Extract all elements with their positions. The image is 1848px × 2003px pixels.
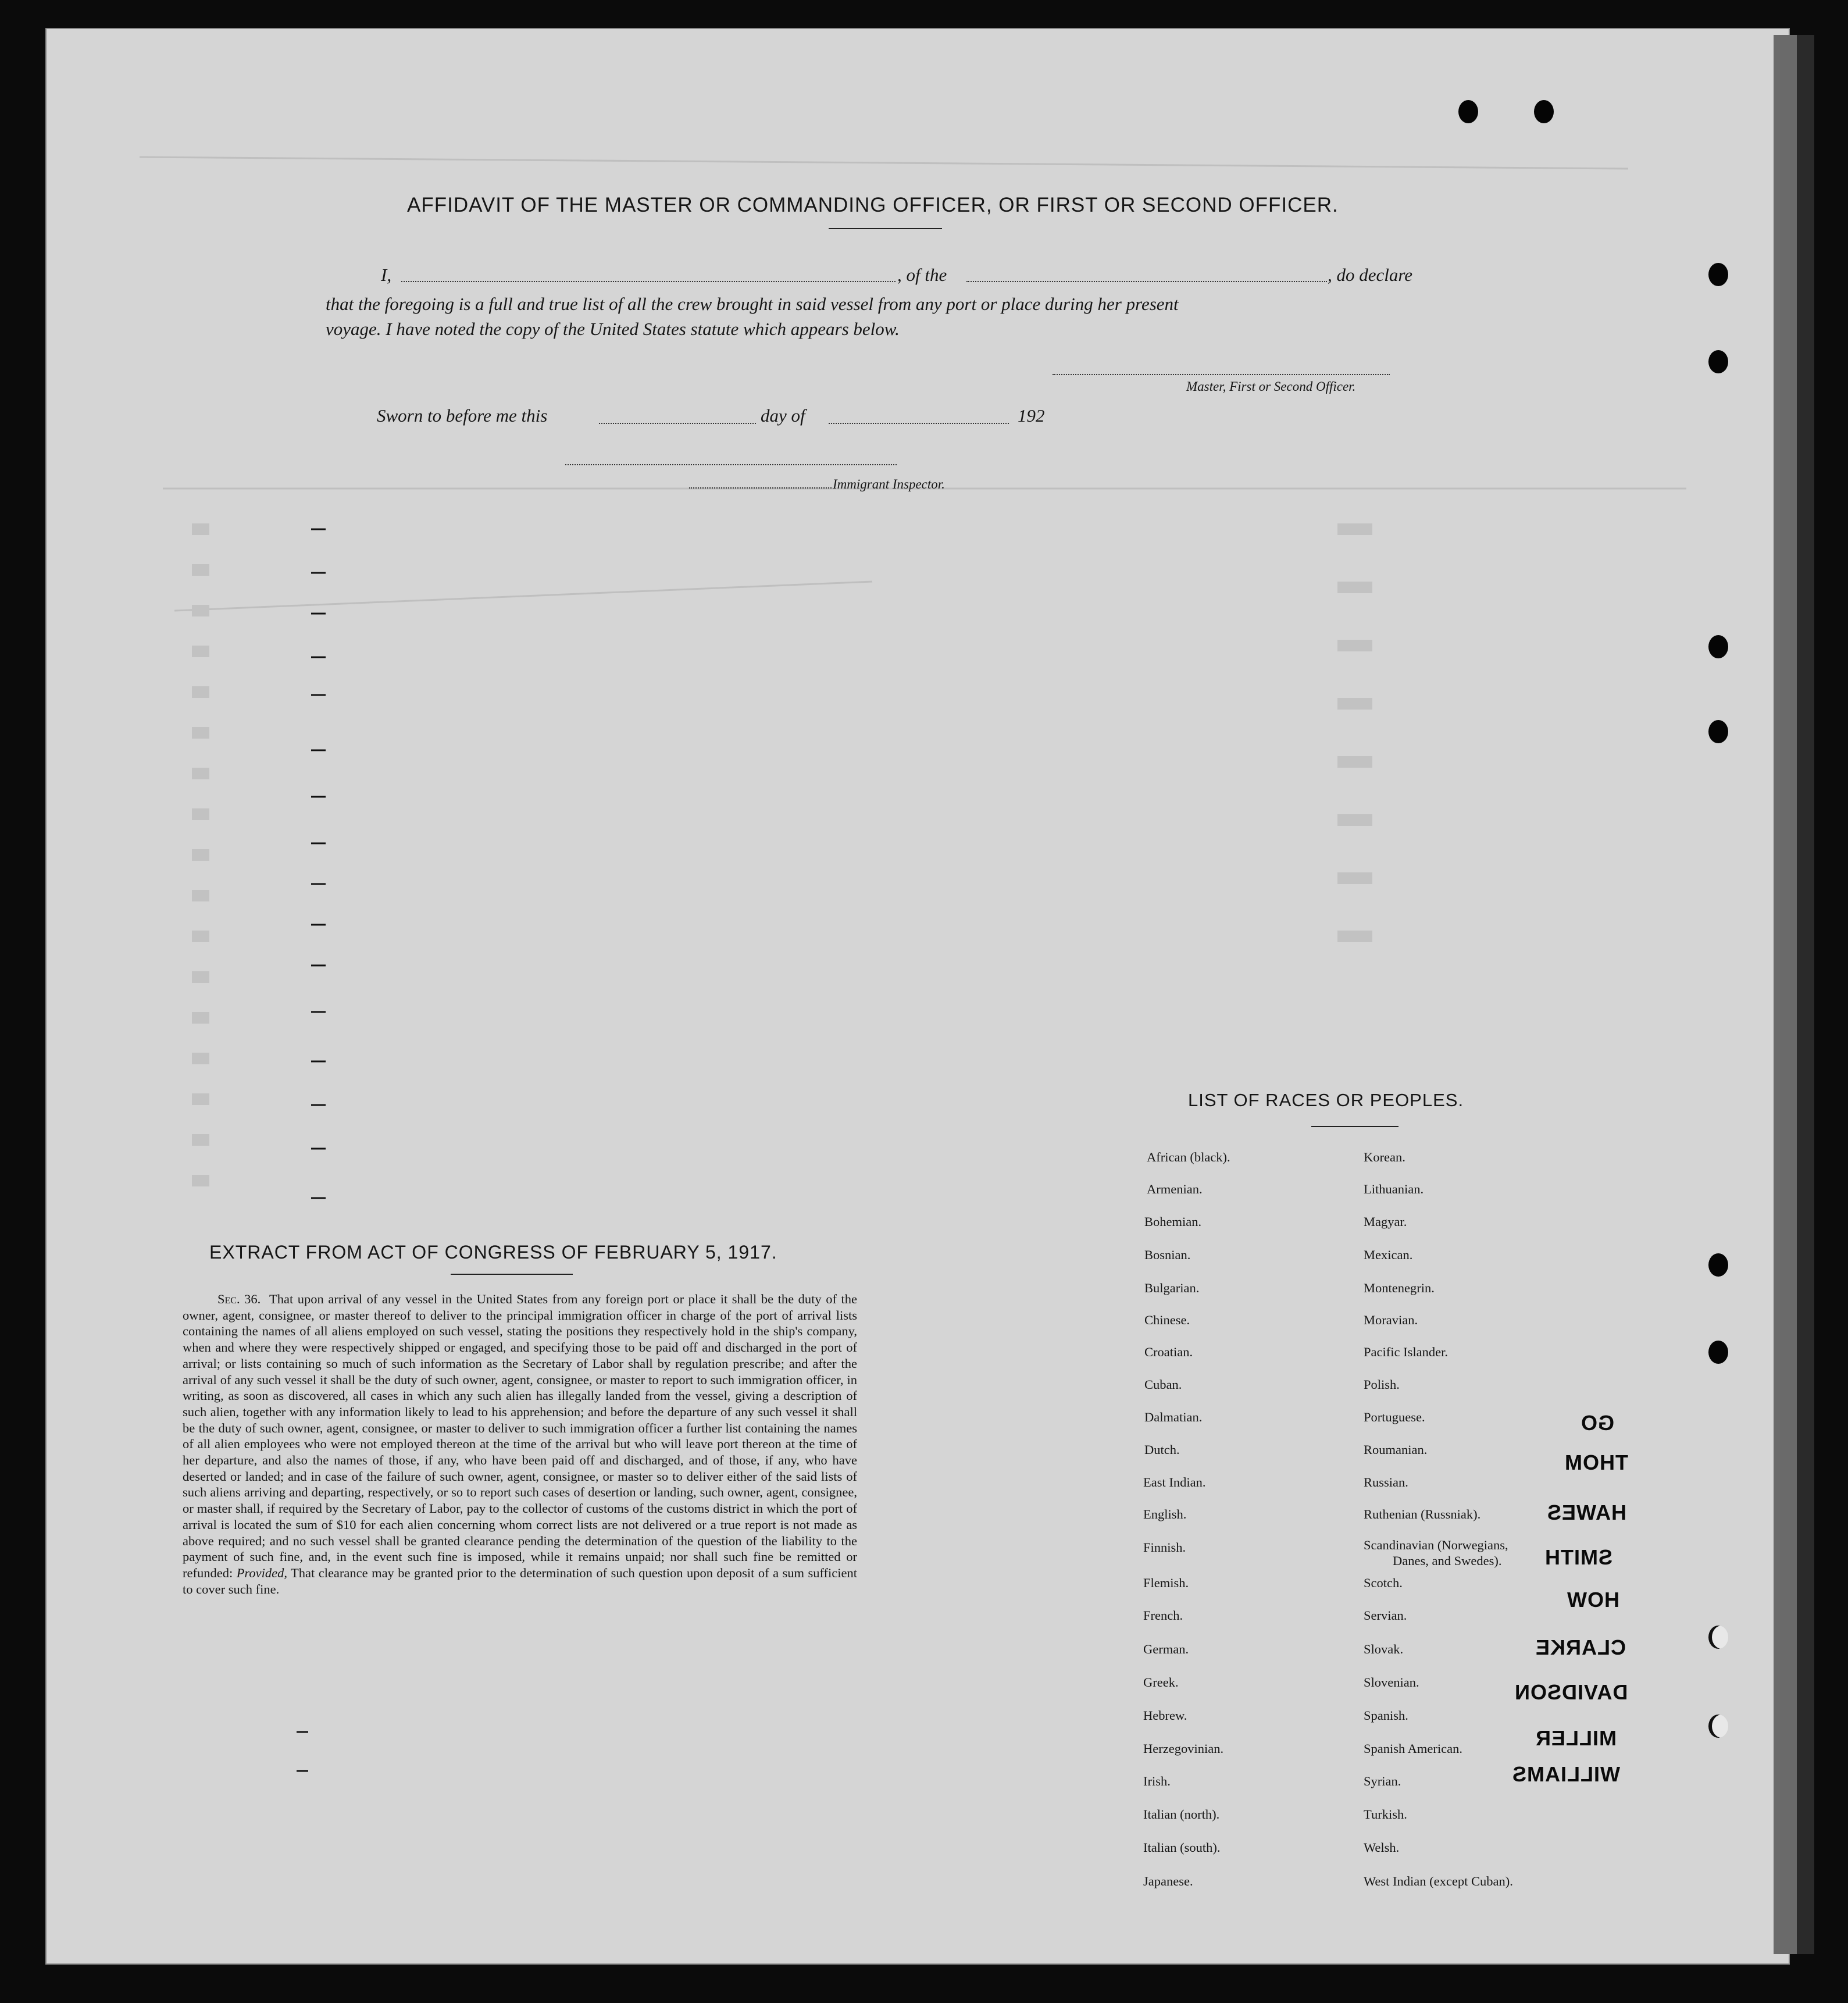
sworn-month-blank[interactable]: [829, 423, 1009, 424]
bleed-name: DAVIDSON: [1514, 1680, 1628, 1704]
race-right: Lithuanian.: [1364, 1182, 1424, 1196]
affidavit-of-the-label: , of the: [897, 265, 947, 285]
race-right: Slovenian.: [1364, 1675, 1419, 1690]
race-left: Finnish.: [1143, 1540, 1186, 1555]
races-title: LIST OF RACES OR PEOPLES.: [1188, 1090, 1464, 1110]
races-underline: [1311, 1126, 1399, 1127]
punch-hole: [1708, 1626, 1728, 1649]
race-right: Ruthenian (Russniak).: [1364, 1507, 1481, 1521]
document-page: [45, 28, 1790, 1965]
race-right: Servian.: [1364, 1608, 1407, 1623]
race-right-continuation: Danes, and Swedes).: [1393, 1553, 1502, 1568]
name-blank-line[interactable]: [401, 281, 896, 282]
page-edge-shadow: [1774, 35, 1797, 1954]
race-left: Herzegovinian.: [1143, 1741, 1224, 1756]
inspector-signature-line[interactable]: [565, 464, 897, 465]
race-left: Italian (south).: [1143, 1840, 1221, 1855]
race-right: Polish.: [1364, 1377, 1400, 1392]
vessel-blank-line[interactable]: [966, 281, 1327, 282]
affidavit-declare-label: , do declare: [1328, 265, 1413, 285]
bleed-name: WILLIAMS: [1512, 1762, 1620, 1786]
bleed-name: THOM: [1564, 1450, 1628, 1474]
race-right: Moravian.: [1364, 1313, 1418, 1327]
race-left: Chinese.: [1144, 1313, 1190, 1327]
affidavit-title: AFFIDAVIT OF THE MASTER OR COMMANDING OFFICER, OR FIRST OR SECOND OFFICER.: [407, 194, 1339, 216]
bleed-name: HOW: [1567, 1588, 1619, 1612]
sworn-day-blank[interactable]: [599, 423, 756, 424]
race-right: Spanish.: [1364, 1708, 1408, 1723]
race-right: Turkish.: [1364, 1807, 1407, 1822]
race-left: Bohemian.: [1144, 1214, 1202, 1229]
punch-hole: [1458, 100, 1478, 123]
title-underline: [829, 228, 942, 229]
punch-hole: [1708, 720, 1728, 743]
extract-underline: [451, 1274, 573, 1275]
race-right: Russian.: [1364, 1475, 1408, 1489]
bleed-name: SMITH: [1544, 1545, 1612, 1569]
bleed-name: HAWES: [1547, 1501, 1627, 1524]
race-right: Spanish American.: [1364, 1741, 1462, 1756]
extract-title: EXTRACT FROM ACT OF CONGRESS OF FEBRUARY 5, 1917.: [209, 1242, 777, 1263]
punch-hole: [1708, 635, 1728, 658]
sworn-label: Sworn to before me this: [377, 405, 548, 426]
punch-hole: [1708, 350, 1728, 373]
race-left: Italian (north).: [1143, 1807, 1220, 1822]
race-right: Mexican.: [1364, 1248, 1413, 1262]
race-left: Greek.: [1143, 1675, 1179, 1690]
master-caption: Master, First or Second Officer.: [1186, 379, 1356, 394]
race-left: African (black).: [1147, 1150, 1230, 1164]
punch-hole: [1708, 1253, 1728, 1277]
affidavit-i-label: I,: [381, 265, 392, 285]
section-body: That upon arrival of any vessel in the United States from any foreign port or place it shall be the duty of the owner, agent, consignee, or master thereof to deliver to the principal immigration officer in charge of the port of arrival lists containing the names of all aliens employed on such vessel, stating the positions they respectively hold in the ship's company, when and where they were respectively shipped or engaged, and specifying those to be paid off and discharged in the port of arrival; or lists containing so much of such information as the Secretary of Labor shall by regulation prescribe; and after the arrival of any such vessel it shall be the duty of such owner, agent, consignee, or master to report to such immigration officer, in writing, as soon as discovered, all cases in which any such alien has illegally landed from the vessel, giving a description of such alien, together with any information likely to lead to his apprehension; and before the departure of any such vessel it shall be the duty of such owner, agent, consignee, or master to deliver to such immigration officer a further list containing the names of all alien employees who were not employed thereon at the time of the arrival but who will leave port thereon at the time of her departure, and also the names of those, if any, who have been paid off and discharged, and of those, if any, who have deserted or landed; and in case of the failure of such owner, agent, consignee, or master so to deliver either of the said lists of such aliens arriving and departing, respectively, or so to report such cases of desertion or landing, such owner, agent, consignee, or master shall, if required by the Secretary of Labor, pay to the collector of customs of the customs district in which the port of arrival is located the sum of $10 for each alien concerning whom correct lists are not delivered or a true report is not made as above required; and no such vessel shall be granted clearance pending the determination of the question of the liability to the payment of such fine, and, in the event such fine is imposed, while it remains unpaid; nor shall such fine be remitted or refunded:: [183, 1292, 858, 1580]
proviso-label: Provided,: [236, 1565, 287, 1580]
race-left: East Indian.: [1143, 1475, 1206, 1489]
race-right: Korean.: [1364, 1150, 1405, 1164]
race-right: West Indian (except Cuban).: [1364, 1874, 1513, 1888]
race-left: English.: [1143, 1507, 1187, 1521]
section-36-text: [183, 1291, 857, 1597]
race-left: Irish.: [1143, 1774, 1171, 1788]
year-label: 192: [1018, 405, 1045, 426]
race-right: Welsh.: [1364, 1840, 1400, 1855]
race-left: Dutch.: [1144, 1442, 1180, 1457]
race-left: German.: [1143, 1642, 1189, 1656]
race-left: Armenian.: [1147, 1182, 1203, 1196]
race-right: Slovak.: [1364, 1642, 1404, 1656]
day-of-label: day of: [761, 405, 805, 426]
master-signature-line[interactable]: [1053, 374, 1390, 375]
page-edge-dark: [1797, 35, 1814, 1954]
race-left: Cuban.: [1144, 1377, 1182, 1392]
race-left: Japanese.: [1143, 1874, 1193, 1888]
punch-hole: [1534, 100, 1554, 123]
inspector-caption: Immigrant Inspector.: [833, 477, 945, 491]
race-right: Pacific Islander.: [1364, 1345, 1448, 1359]
punch-hole: [1708, 1715, 1728, 1738]
race-right: Magyar.: [1364, 1214, 1407, 1229]
race-left: Croatian.: [1144, 1345, 1193, 1359]
race-right: Syrian.: [1364, 1774, 1401, 1788]
affidavit-line-2: that the foregoing is a full and true list of all the crew brought in said vessel from any port or place during her present: [326, 294, 1179, 314]
race-left: French.: [1143, 1608, 1183, 1623]
section-label: Sec. 36.: [217, 1292, 261, 1306]
inspector-short-line: [689, 487, 832, 489]
race-left: Hebrew.: [1143, 1708, 1187, 1723]
race-right: Scandinavian (Norwegians,: [1364, 1538, 1508, 1552]
race-left: Bulgarian.: [1144, 1281, 1200, 1295]
proviso-text: That clearance may be granted prior to the determination of such question upon deposit of a sum sufficient to cover such fine.: [183, 1565, 858, 1596]
punch-hole: [1708, 1341, 1728, 1364]
race-right: Scotch.: [1364, 1576, 1403, 1590]
race-right: Roumanian.: [1364, 1442, 1428, 1457]
race-left: Flemish.: [1143, 1576, 1189, 1590]
race-left: Dalmatian.: [1144, 1410, 1203, 1424]
bleed-name: GO: [1581, 1411, 1615, 1435]
race-right: Portuguese.: [1364, 1410, 1425, 1424]
race-right: Montenegrin.: [1364, 1281, 1435, 1295]
punch-hole: [1708, 263, 1728, 286]
bleed-name: MILLER: [1535, 1726, 1617, 1750]
race-left: Bosnian.: [1144, 1248, 1191, 1262]
bleed-name: CLARKE: [1535, 1635, 1626, 1659]
affidavit-line-3: voyage. I have noted the copy of the United States statute which appears below.: [326, 319, 900, 339]
